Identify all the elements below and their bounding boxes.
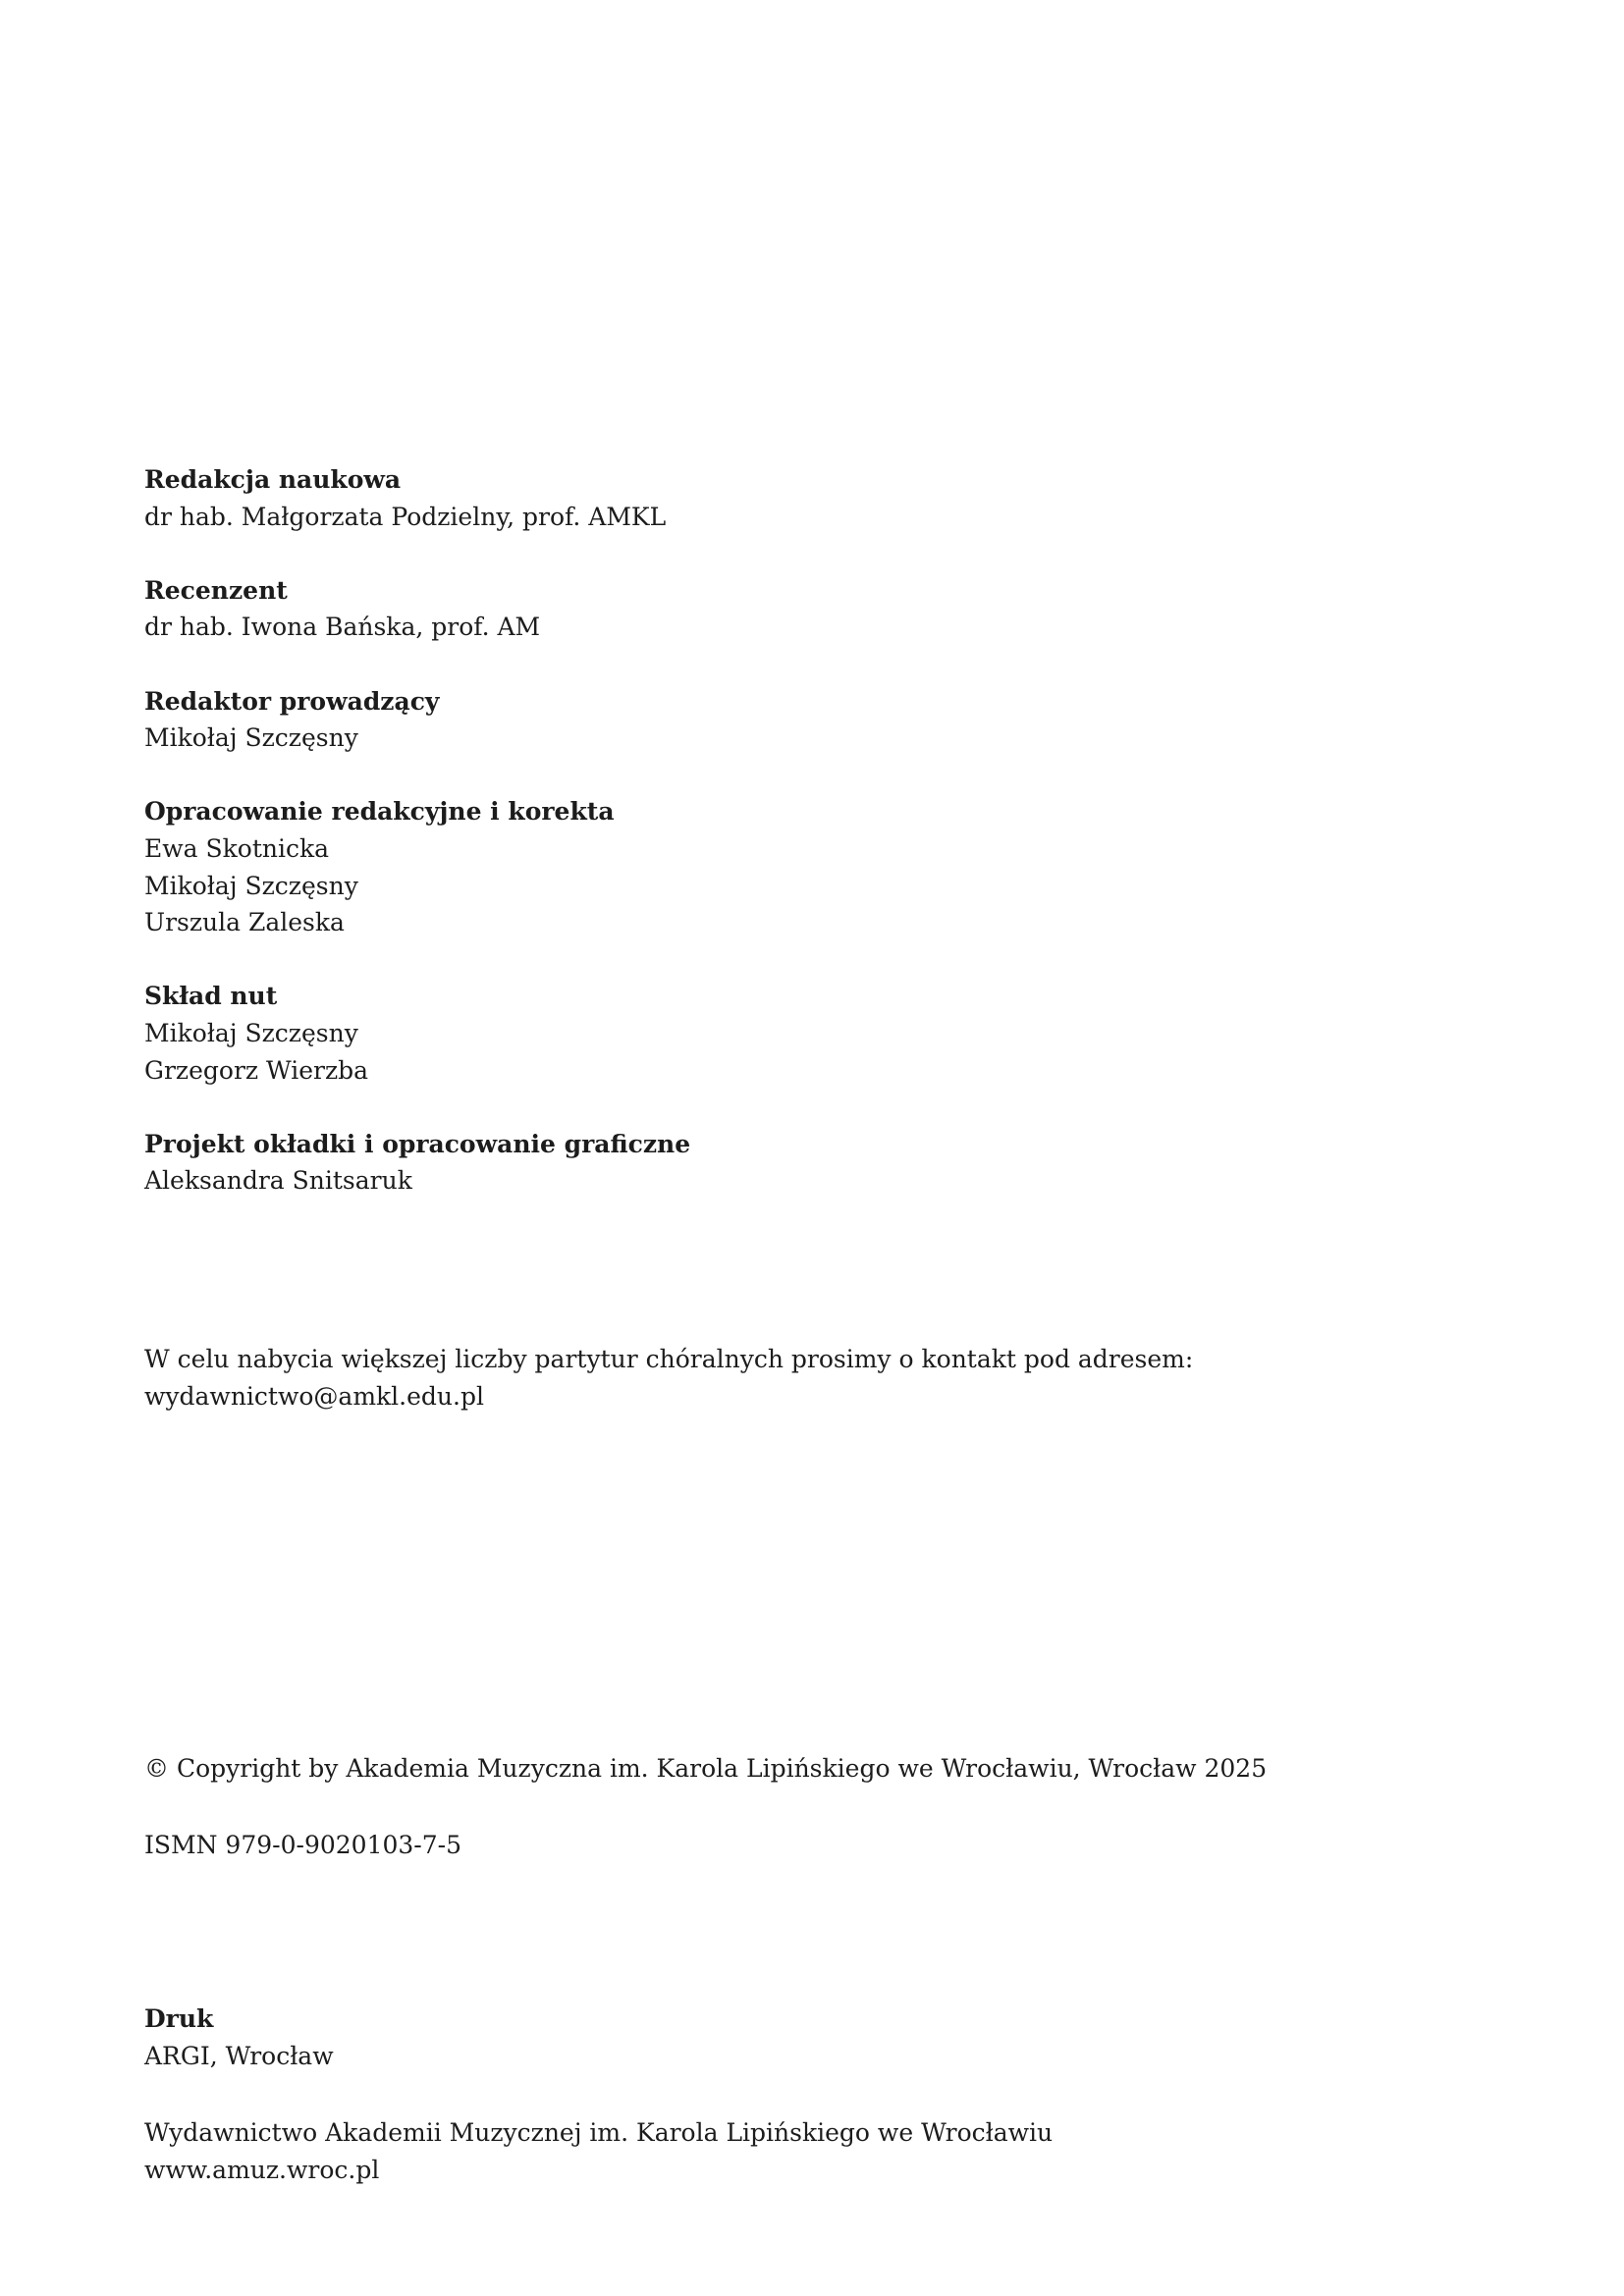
credit-name: Urszula Zaleska [144,908,345,937]
credits-section [144,461,690,1200]
purchase-text: W celu nabycia większej liczby partytur chóralnych prosimy o kontakt pod adresem: [144,1345,1194,1373]
print-info [144,2001,334,2074]
publisher-name: Wydawnictwo Akademii Muzycznej im. Karola Lipińskiego we Wrocławiu [144,2118,1054,2147]
copyright-text: © Copyright by Akademia Muzyczna im. Karola Lipińskiego we Wrocławiu, Wrocław 2025 [144,1754,1268,1783]
credit-heading: Redaktor prowadzący [144,686,440,716]
publisher-website: www.amuz.wroc.pl [144,2155,380,2184]
publisher-info [144,2114,1053,2188]
credit-name: Mikołaj Szczęsny [144,723,358,753]
printer-name: ARGI, Wrocław [144,2041,334,2070]
print-heading: Druk [144,2004,214,2033]
credit-heading: Redakcja naukowa [144,465,402,494]
copyright-notice [144,1750,1267,1788]
credit-group-music-typesetting [144,978,690,1089]
purchase-info [144,1341,1193,1415]
credit-group-cover-design [144,1126,690,1200]
credit-heading: Recenzent [144,575,288,605]
credit-name: Aleksandra Snitsaruk [144,1166,412,1196]
credit-heading: Projekt okładki i opracowanie graficzne [144,1129,691,1158]
credit-name: Mikołaj Szczęsny [144,1018,358,1047]
credit-name: Grzegorz Wierzba [144,1055,369,1085]
credit-group-editing-proofreading [144,793,690,940]
credit-name: dr hab. Iwona Bańska, prof. AM [144,613,541,642]
credit-name: dr hab. Małgorzata Podzielny, prof. AMKL [144,502,667,531]
purchase-email: wydawnictwo@amkl.edu.pl [144,1381,484,1411]
ismn-number [144,1827,461,1864]
ismn-text: ISMN 979-0-9020103-7-5 [144,1831,461,1859]
credit-group-managing-editor [144,683,690,757]
credit-heading: Opracowanie redakcyjne i korekta [144,797,615,827]
credit-group-scientific-editor [144,461,690,535]
credit-name: Mikołaj Szczęsny [144,871,358,900]
credit-heading: Skład nut [144,982,278,1011]
credit-group-reviewer [144,572,690,646]
credit-name: Ewa Skotnicka [144,833,330,863]
